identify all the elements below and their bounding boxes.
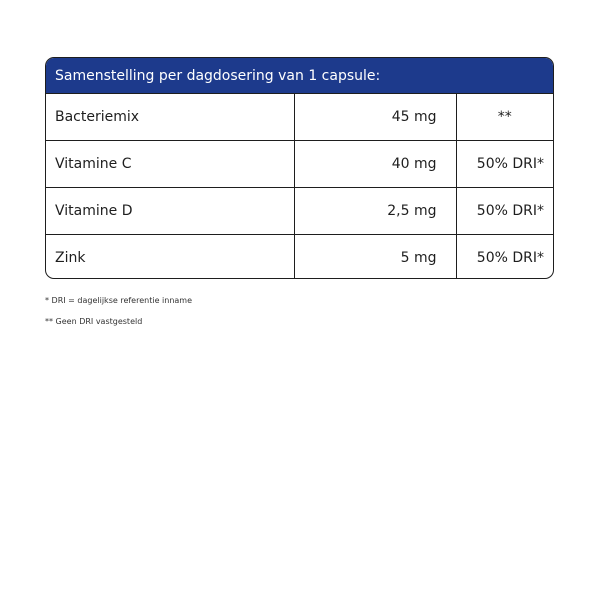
footnote-no-dri: ** Geen DRI vastgesteld <box>45 317 143 326</box>
ingredient-dri: 50% DRI* <box>456 234 553 279</box>
table-row <box>46 234 553 279</box>
ingredient-amount: 45 mg <box>294 94 456 140</box>
composition-table-card <box>45 57 554 279</box>
ingredient-dri: 50% DRI* <box>456 140 553 187</box>
ingredient-amount: 2,5 mg <box>294 187 456 234</box>
ingredient-dri: 50% DRI* <box>456 187 553 234</box>
footnote-dri: * DRI = dagelijkse referentie inname <box>45 296 193 305</box>
ingredient-amount: 40 mg <box>294 140 456 187</box>
table-title: Samenstelling per dagdosering van 1 capsule: <box>46 58 553 94</box>
ingredient-amount: 5 mg <box>294 234 456 279</box>
ingredient-name: Bacteriemix <box>55 108 140 125</box>
table-row <box>46 187 553 234</box>
table-row <box>46 140 553 187</box>
ingredient-name: Zink <box>46 234 294 279</box>
ingredient-dri: ** <box>456 94 553 140</box>
ingredient-name: Vitamine C <box>46 140 294 187</box>
table-row <box>46 94 553 140</box>
composition-table <box>46 94 553 279</box>
ingredient-name: Vitamine D <box>46 187 294 234</box>
